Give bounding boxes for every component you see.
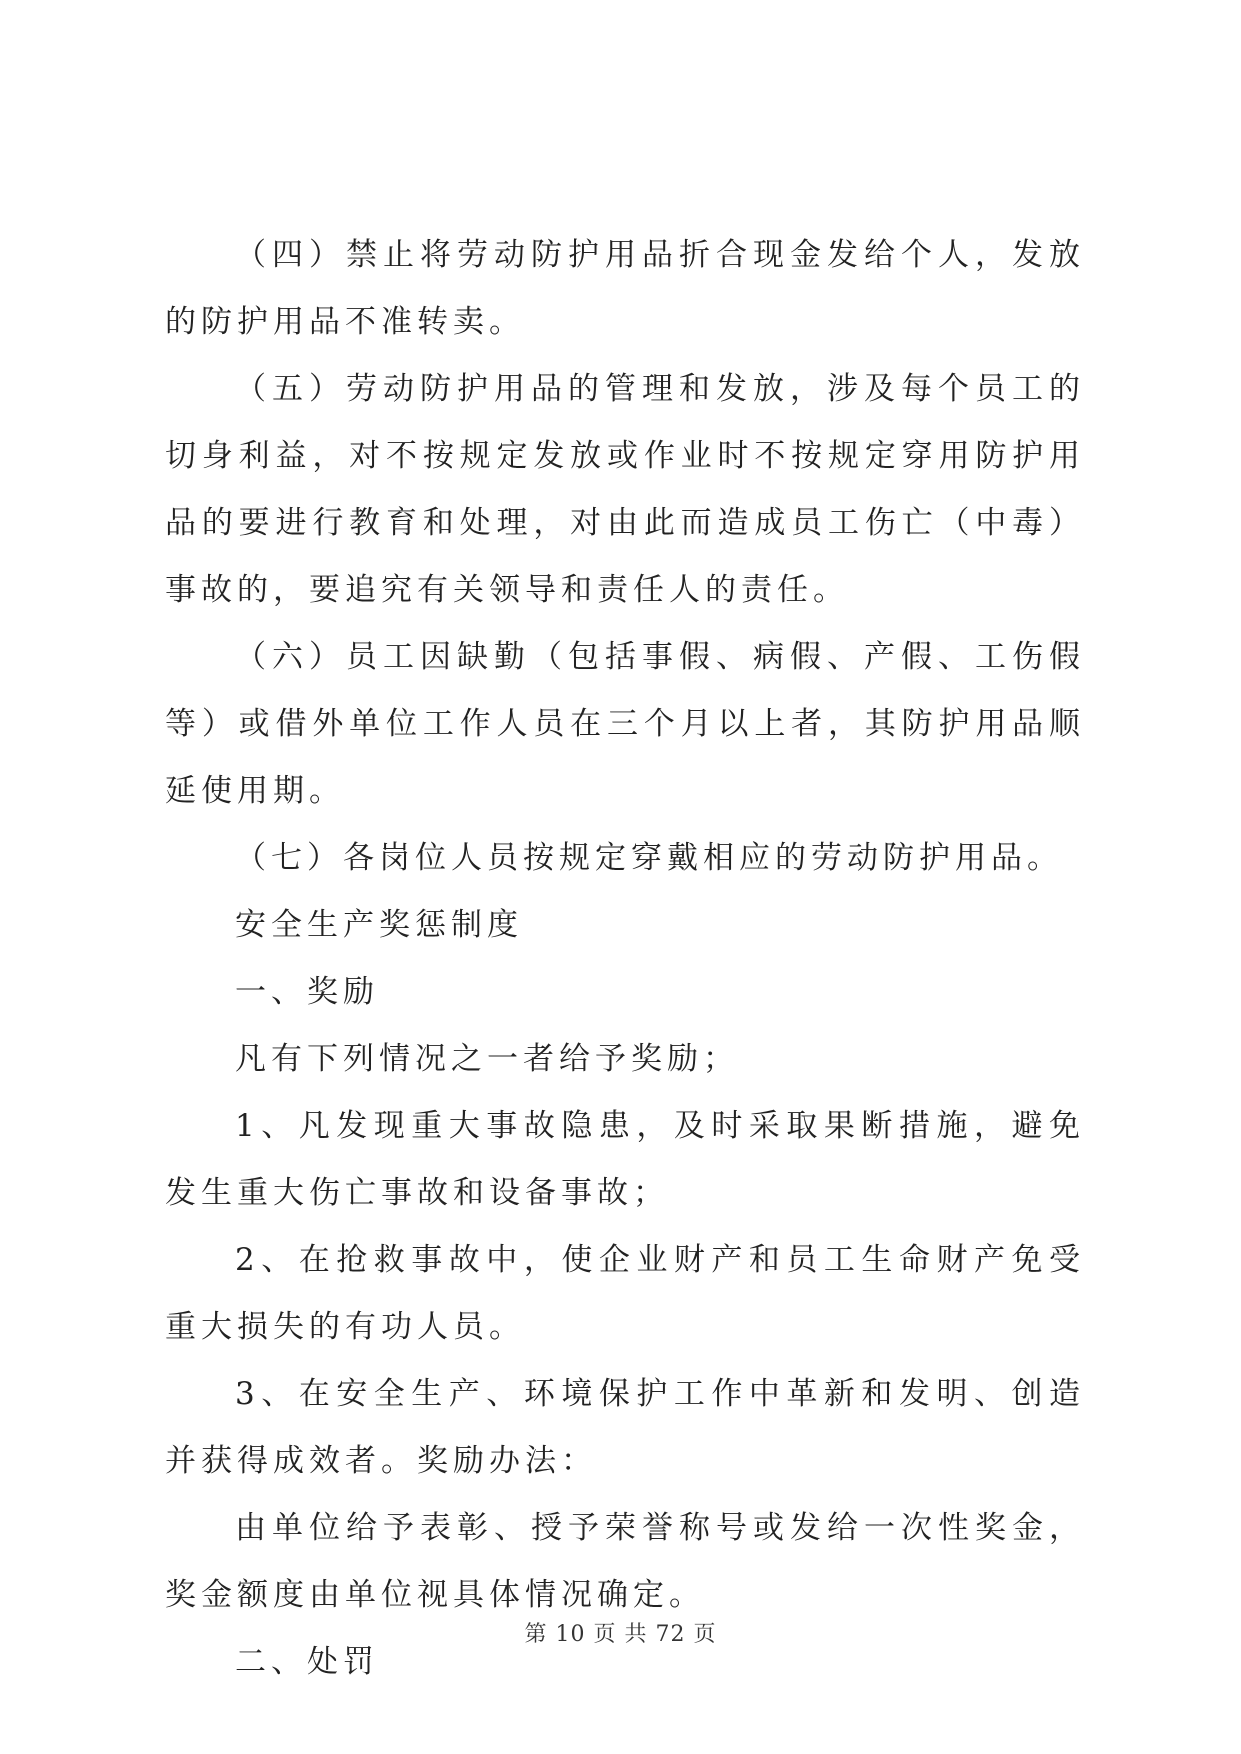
section-title-reward-punishment: 安全生产奖惩制度 — [235, 907, 523, 943]
paragraph-item-5-ppe-management: （五）劳动防护用品的管理和发放，涉及每个员工的切身利益，对不按规定发放或作业时不按规定穿用防护用品的要进行教育和处理，对由此而造成员工伤亡（中毒）事故的，要追究有关领导和责任人的责任。 — [165, 371, 1085, 608]
paragraph-item-7-wear-ppe: （七）各岗位人员按规定穿戴相应的劳动防护用品。 — [235, 840, 1063, 876]
paragraph-item-4-ppe-cash-ban: （四）禁止将劳动防护用品折合现金发给个人，发放的防护用品不准转卖。 — [165, 237, 1085, 340]
page-number-footer: 第 10 页 共 72 页 — [524, 1622, 717, 1647]
heading-rewards: 一、奖励 — [235, 974, 379, 1010]
list-item-reward-2: 2、在抢救事故中，使企业财产和员工生命财产免受重大损失的有功人员。 — [165, 1242, 1085, 1345]
document-body — [165, 222, 1085, 1696]
paragraph-item-6-absence-extension: （六）员工因缺勤（包括事假、病假、产假、工伤假等）或借外单位工作人员在三个月以上者，其防护用品顺延使用期。 — [165, 639, 1085, 809]
paragraph-reward-conditions: 凡有下列情况之一者给予奖励； — [235, 1041, 739, 1077]
paragraph-reward-method: 由单位给予表彰、授予荣誉称号或发给一次性奖金，奖金额度由单位视具体情况确定。 — [165, 1510, 1085, 1613]
list-item-reward-1: 1、凡发现重大事故隐患，及时采取果断措施，避免发生重大伤亡事故和设备事故； — [165, 1108, 1085, 1211]
heading-punishments: 二、处罚 — [235, 1644, 379, 1680]
list-item-reward-3: 3、在安全生产、环境保护工作中革新和发明、创造并获得成效者。奖励办法： — [165, 1376, 1085, 1479]
